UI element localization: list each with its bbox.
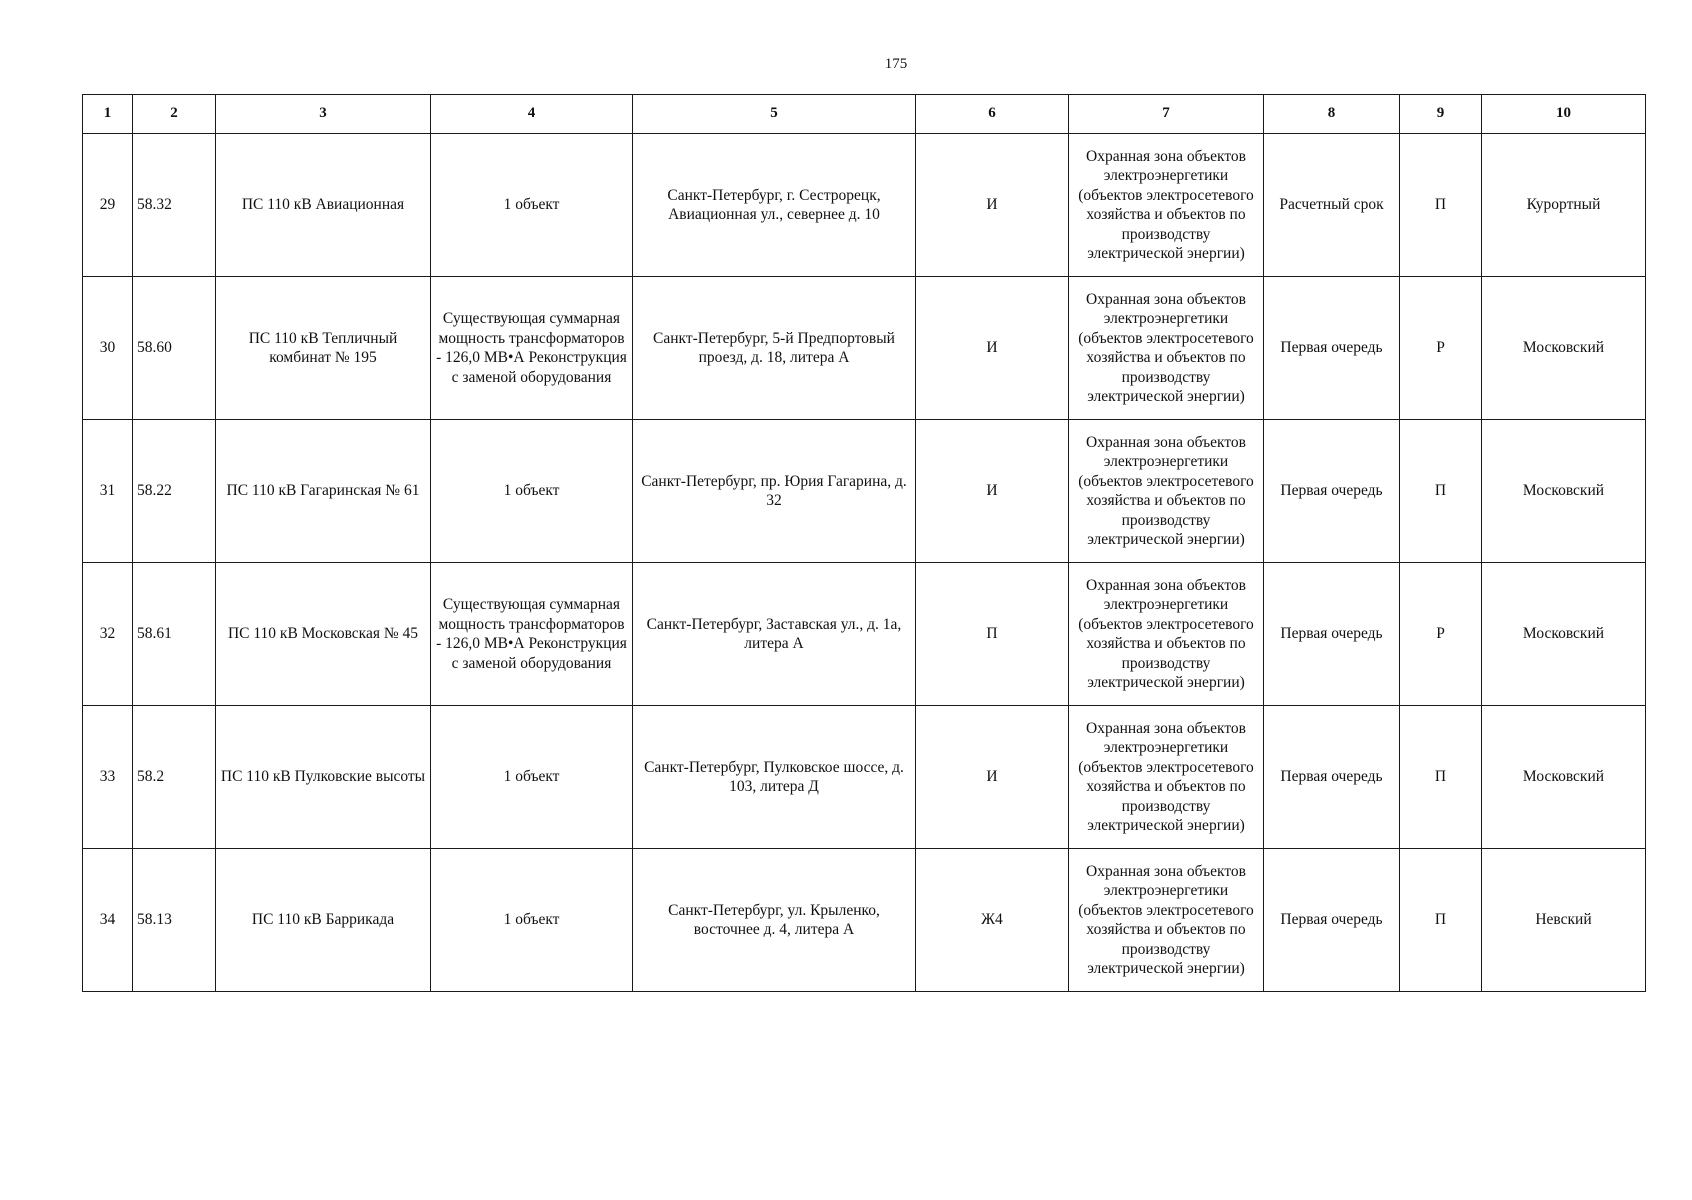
term-cell: Расчетный срок — [1264, 134, 1400, 277]
zone-code-cell: П — [916, 563, 1069, 706]
type-cell: П — [1400, 134, 1482, 277]
object-name-cell: ПС 110 кВ Тепличный комбинат № 195 — [216, 277, 431, 420]
column-header-10: 10 — [1482, 95, 1646, 134]
column-header-6: 6 — [916, 95, 1069, 134]
table-row — [83, 420, 1646, 563]
object-parameters-cell: 1 объект — [431, 134, 633, 277]
document-table-container — [82, 94, 1646, 992]
table-row — [83, 563, 1646, 706]
row-number-cell: 32 — [83, 563, 133, 706]
object-name-cell: ПС 110 кВ Баррикада — [216, 849, 431, 992]
zone-code-cell: И — [916, 420, 1069, 563]
address-cell: Санкт-Петербург, Заставская ул., д. 1а, литера А — [633, 563, 916, 706]
row-number-cell: 29 — [83, 134, 133, 277]
column-header-5: 5 — [633, 95, 916, 134]
address-cell: Санкт-Петербург, 5-й Предпортовый проезд, д. 18, литера А — [633, 277, 916, 420]
protection-zone-cell: Охранная зона объектов электроэнергетики (объектов электросетевого хозяйства и объектов по производству электрической энергии) — [1069, 420, 1264, 563]
column-header-8: 8 — [1264, 95, 1400, 134]
district-cell: Московский — [1482, 277, 1646, 420]
district-cell: Невский — [1482, 849, 1646, 992]
table-row — [83, 849, 1646, 992]
row-number-cell: 31 — [83, 420, 133, 563]
row-number-cell: 33 — [83, 706, 133, 849]
object-code-cell: 58.60 — [133, 277, 216, 420]
zone-code-cell: И — [916, 706, 1069, 849]
type-cell: П — [1400, 706, 1482, 849]
term-cell: Первая очередь — [1264, 849, 1400, 992]
term-cell: Первая очередь — [1264, 563, 1400, 706]
district-cell: Московский — [1482, 706, 1646, 849]
column-header-4: 4 — [431, 95, 633, 134]
zone-code-cell: И — [916, 134, 1069, 277]
protection-zone-cell: Охранная зона объектов электроэнергетики (объектов электросетевого хозяйства и объектов по производству электрической энергии) — [1069, 277, 1264, 420]
table-row — [83, 706, 1646, 849]
address-cell: Санкт-Петербург, пр. Юрия Гагарина, д. 32 — [633, 420, 916, 563]
column-header-2: 2 — [133, 95, 216, 134]
zone-code-cell: Ж4 — [916, 849, 1069, 992]
term-cell: Первая очередь — [1264, 706, 1400, 849]
type-cell: П — [1400, 420, 1482, 563]
object-parameters-cell: Существующая суммарная мощность трансформаторов - 126,0 МВ•А Реконструкция с заменой оборудования — [431, 277, 633, 420]
column-header-7: 7 — [1069, 95, 1264, 134]
zone-code-cell: И — [916, 277, 1069, 420]
object-name-cell: ПС 110 кВ Гагаринская № 61 — [216, 420, 431, 563]
object-parameters-cell: 1 объект — [431, 706, 633, 849]
district-cell: Московский — [1482, 420, 1646, 563]
district-cell: Московский — [1482, 563, 1646, 706]
object-code-cell: 58.13 — [133, 849, 216, 992]
district-cell: Курортный — [1482, 134, 1646, 277]
table-row — [83, 277, 1646, 420]
address-cell: Санкт-Петербург, Пулковское шоссе, д. 103, литера Д — [633, 706, 916, 849]
column-header-1: 1 — [83, 95, 133, 134]
document-table — [82, 94, 1646, 992]
column-header-3: 3 — [216, 95, 431, 134]
object-name-cell: ПС 110 кВ Московская № 45 — [216, 563, 431, 706]
row-number-cell: 34 — [83, 849, 133, 992]
column-header-9: 9 — [1400, 95, 1482, 134]
term-cell: Первая очередь — [1264, 277, 1400, 420]
object-code-cell: 58.32 — [133, 134, 216, 277]
object-parameters-cell: 1 объект — [431, 849, 633, 992]
protection-zone-cell: Охранная зона объектов электроэнергетики (объектов электросетевого хозяйства и объектов по производству электрической энергии) — [1069, 563, 1264, 706]
object-code-cell: 58.61 — [133, 563, 216, 706]
object-code-cell: 58.2 — [133, 706, 216, 849]
protection-zone-cell: Охранная зона объектов электроэнергетики (объектов электросетевого хозяйства и объектов по производству электрической энергии) — [1069, 849, 1264, 992]
type-cell: П — [1400, 849, 1482, 992]
object-parameters-cell: Существующая суммарная мощность трансформаторов - 126,0 МВ•А Реконструкция с заменой оборудования — [431, 563, 633, 706]
type-cell: Р — [1400, 277, 1482, 420]
protection-zone-cell: Охранная зона объектов электроэнергетики (объектов электросетевого хозяйства и объектов по производству электрической энергии) — [1069, 134, 1264, 277]
type-cell: Р — [1400, 563, 1482, 706]
table-row — [83, 134, 1646, 277]
object-code-cell: 58.22 — [133, 420, 216, 563]
header-row — [83, 95, 1646, 134]
page-number: 175 — [884, 56, 908, 72]
row-number-cell: 30 — [83, 277, 133, 420]
object-name-cell: ПС 110 кВ Авиационная — [216, 134, 431, 277]
address-cell: Санкт-Петербург, ул. Крыленко, восточнее д. 4, литера А — [633, 849, 916, 992]
object-parameters-cell: 1 объект — [431, 420, 633, 563]
term-cell: Первая очередь — [1264, 420, 1400, 563]
address-cell: Санкт-Петербург, г. Сестрорецк, Авиационная ул., севернее д. 10 — [633, 134, 916, 277]
protection-zone-cell: Охранная зона объектов электроэнергетики (объектов электросетевого хозяйства и объектов по производству электрической энергии) — [1069, 706, 1264, 849]
object-name-cell: ПС 110 кВ Пулковские высоты — [216, 706, 431, 849]
